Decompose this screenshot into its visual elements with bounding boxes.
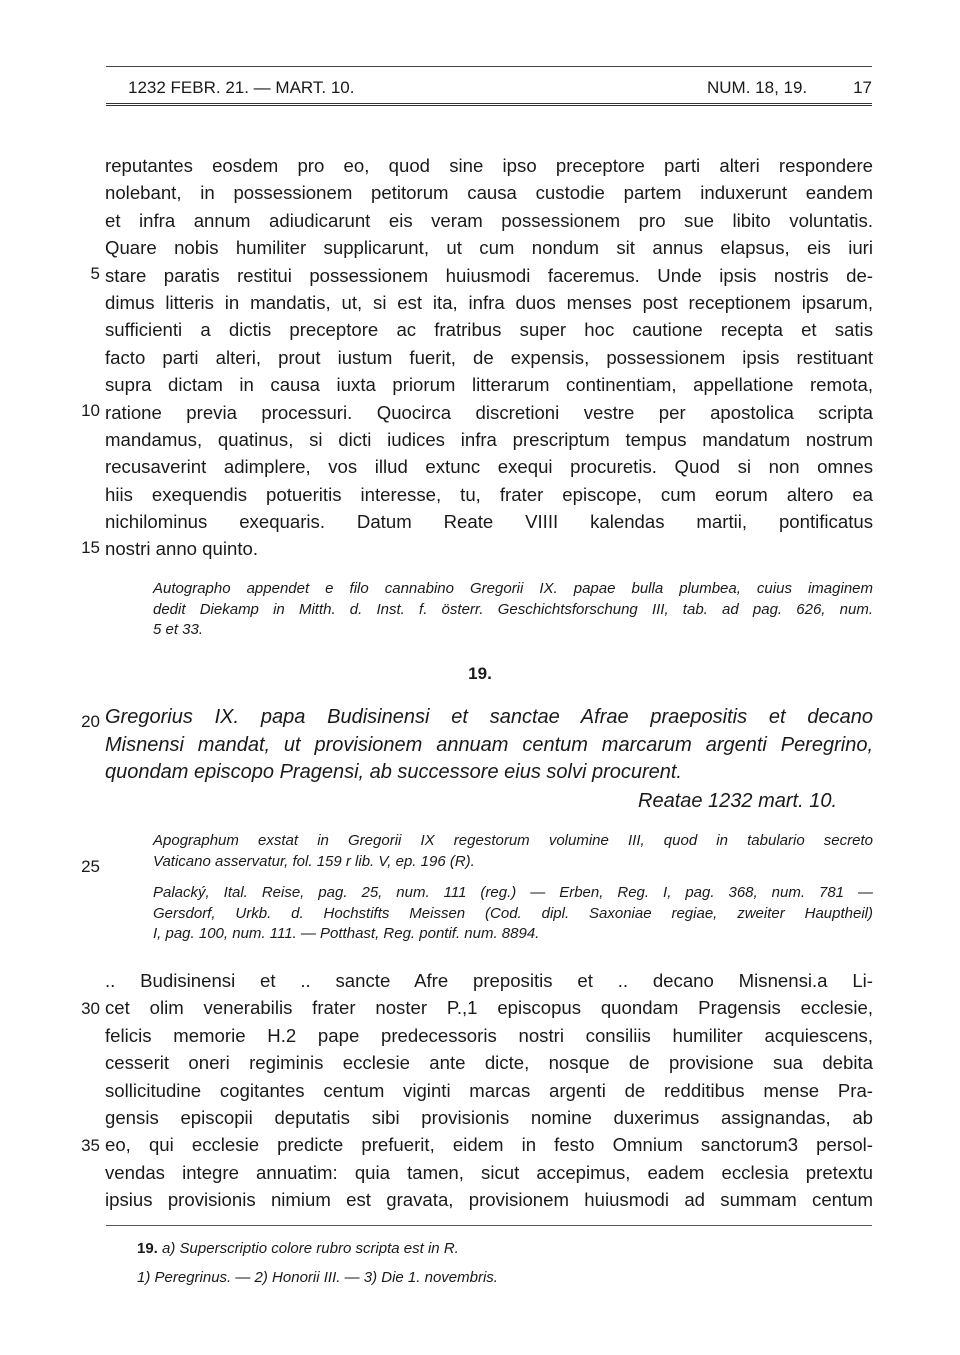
text-line: facto parti alteri, prout iustum fuerit, de expensis, possessionem ipsis restituant: [105, 346, 873, 368]
text-line: nichilominus exequaris. Datum Reate VIIII kalendas martii, pontificatus: [105, 511, 873, 533]
header-doc-numbers: NUM. 18, 19.: [707, 78, 808, 97]
text-line: vendas integre annuatim: quia tamen, sicut accepimus, eadem ecclesia pretextu: [105, 1161, 873, 1183]
footnote-a: [137, 1240, 459, 1257]
text-line: stare paratis restitui possessionem huiusmodi faceremus. Unde ipsis nostris de-: [105, 264, 873, 286]
text-line: sufficienti a dictis preceptore ac fratribus super hoc cautione recepta et satis: [105, 319, 873, 341]
footnote-text: 1) Peregrinus. — 2) Honorii III. — 3) Die 1. novembris.: [137, 1269, 498, 1286]
footnote-numbered: [137, 1269, 498, 1286]
text-line: eo, qui ecclesie predicte prefuerit, eidem in festo Omnium sanctorum3 persol-: [105, 1134, 873, 1156]
text-line: .. Budisinensi et .. sancte Afre prepositis et .. decano Misnensi.a Li-: [105, 970, 873, 991]
charter-text-18: [105, 152, 873, 563]
regest-line: Gregorius IX. papa Budisinensi et sanctae Afrae praepositis et decano: [105, 706, 873, 728]
regest-line: quondam episcopo Pragensi, ab successore eius solvi procurent.: [105, 761, 682, 783]
text-line: cet olim venerabilis frater noster P.,1 episcopus quondam Pragensis ecclesie,: [105, 997, 873, 1019]
regest-summary: [105, 704, 873, 787]
footnote-rule: [106, 1225, 872, 1226]
text-line: felicis memorie H.2 pape predecessoris nostri consiliis humiliter acquiescens,: [105, 1024, 873, 1046]
note-line: I, pag. 100, num. 111. — Potthast, Reg. pontif. num. 8894.: [153, 925, 540, 942]
text-line: cesserit oneri regiminis ecclesie ante dicte, nosque de provisione sua debita: [105, 1052, 873, 1074]
header-double-rule: [106, 103, 872, 106]
note-line: Gersdorf, Urkb. d. Hochstifts Meissen (Cod. dipl. Saxoniae regiae, zweiter Hauptheil): [153, 904, 873, 922]
line-number: 25: [81, 857, 100, 876]
running-header: [106, 78, 872, 100]
charter-text-19: [105, 967, 873, 1214]
line-number: 20: [81, 712, 100, 731]
line-number: 15: [81, 538, 100, 557]
page-number: 17: [853, 78, 872, 97]
top-rule: [106, 66, 872, 67]
document-date: Reatae 1232 mart. 10.: [638, 790, 838, 812]
note-line: dedit Diekamp in Mitth. d. Inst. f. österr. Geschichtsforschung III, tab. ad pag. 626, num.: [153, 600, 873, 618]
note-line: Autographo appendet e filo cannabino Gregorii IX. papae bulla plumbea, cuius imaginem: [153, 580, 873, 597]
note-line: Palacký, Ital. Reise, pag. 25, num. 111 (reg.) — Erben, Reg. I, pag. 368, num. 781 —: [153, 884, 873, 901]
source-note-18: [153, 579, 873, 641]
text-line: ratione previa processuri. Quocirca discretioni vestre per apostolica scripta: [105, 401, 873, 423]
text-line: Quare nobis humiliter supplicarunt, ut cum nondum sit annus elapsus, eis iuri: [105, 237, 873, 259]
text-line: dimus litteris in mandatis, ut, si est ita, infra duos menses post receptionem ipsarum,: [105, 291, 873, 313]
text-line: hiis exequendis potueritis interesse, tu, frater episcope, cum eorum altero ea: [105, 483, 873, 505]
document-number: 19.: [468, 664, 492, 683]
literature-note-19: [153, 883, 873, 945]
footnote-text: a) Superscriptio colore rubro scripta est in R.: [162, 1240, 459, 1257]
footnote-doc-number: 19.: [137, 1240, 158, 1257]
note-line: Apographum exstat in Gregorii IX regestorum volumine III, quod in tabulario secreto: [153, 832, 873, 849]
text-line: nostri anno quinto.: [105, 538, 258, 560]
line-number: 35: [81, 1136, 100, 1155]
note-line: 5 et 33.: [153, 621, 204, 638]
text-line: sollicitudine cogitantes centum viginti marcas argenti de redditibus mense Pra-: [105, 1079, 873, 1101]
regest-line: Misnensi mandat, ut provisionem annuam centum marcarum argenti Peregrino,: [105, 733, 873, 756]
line-number: 10: [81, 401, 100, 420]
text-line: recusaverint adimplere, vos illud extunc exequi procuretis. Quod si non omnes: [105, 456, 873, 478]
text-line: et infra annum adiudicarunt eis veram possessionem pro sue libito voluntatis.: [105, 209, 873, 231]
text-line: supra dictam in causa iuxta priorum litterarum continentiam, appellatione remota,: [105, 374, 873, 396]
text-line: reputantes eosdem pro eo, quod sine ipso preceptore parti alteri respondere: [105, 155, 873, 176]
text-line: ipsius provisionis nimium est gravata, provisionem huiusmodi ad summam centum: [105, 1189, 873, 1211]
line-number: 5: [90, 264, 100, 283]
header-date-range: 1232 FEBR. 21. — MART. 10.: [128, 78, 355, 97]
text-line: gensis episcopii deputatis sibi provisionis nomine duxerimus assignandas, ab: [105, 1106, 873, 1128]
text-line: mandamus, quatinus, si dicti iudices infra prescriptum tempus mandatum nostrum: [105, 428, 873, 450]
text-line: nolebant, in possessionem petitorum causa custodie partem induxerunt eandem: [105, 182, 873, 204]
source-note-19: [153, 831, 873, 872]
line-number: 30: [81, 999, 100, 1018]
note-line: Vaticano asservatur, fol. 159 r lib. V, ep. 196 (R).: [153, 852, 475, 870]
